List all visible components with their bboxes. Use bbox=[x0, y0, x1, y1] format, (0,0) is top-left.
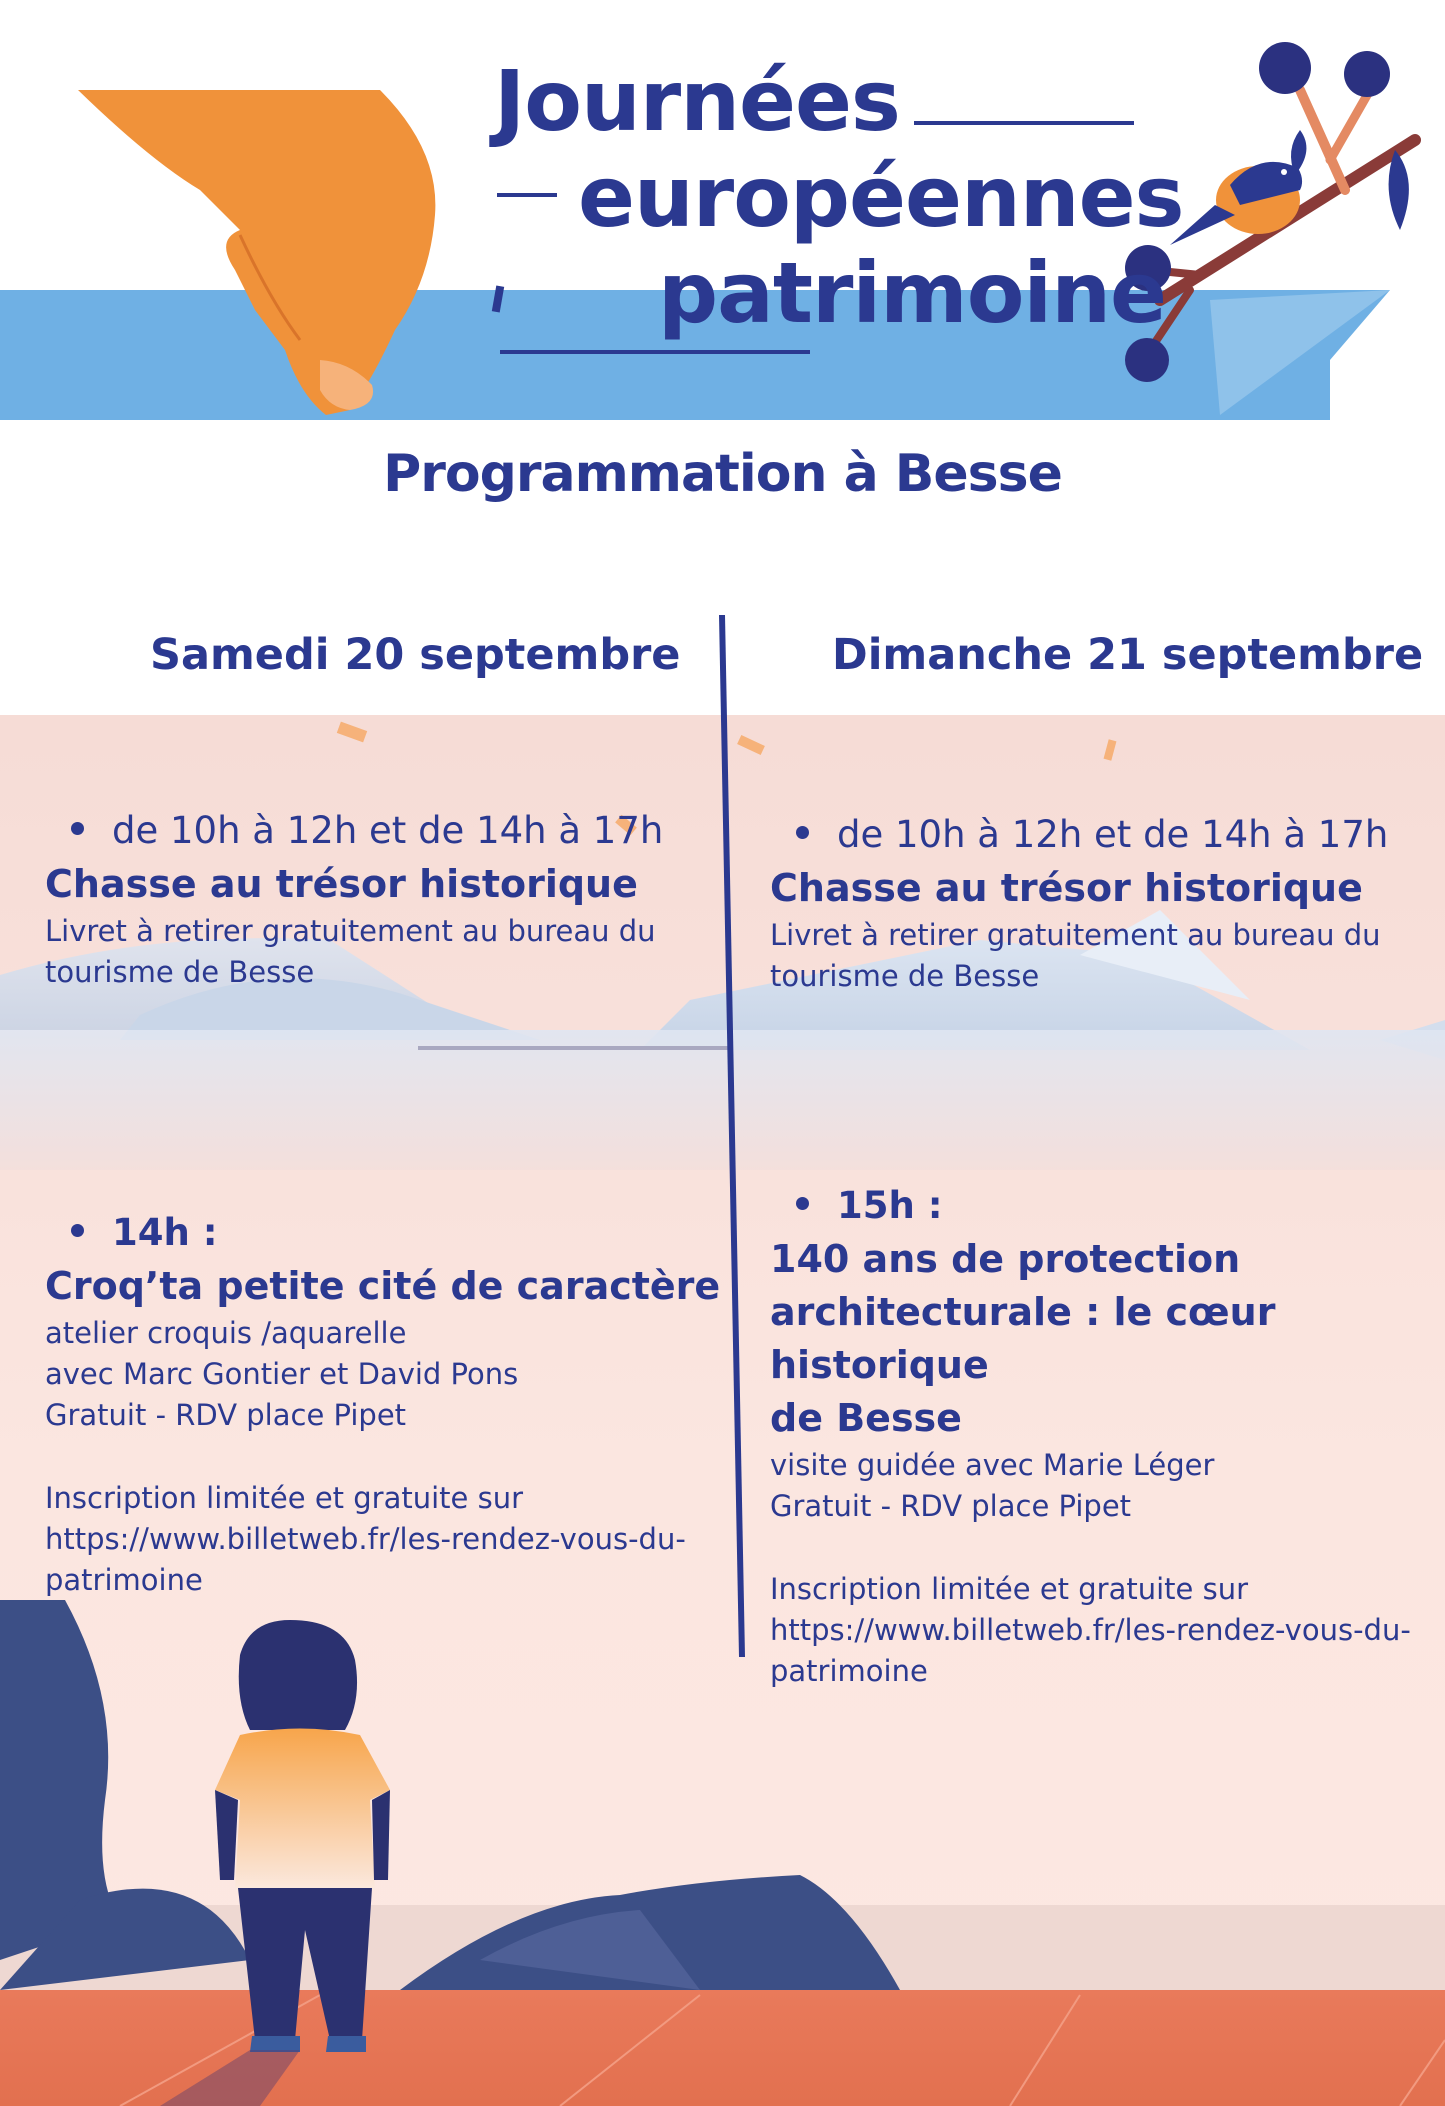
day-heading-saturday: Samedi 20 septembre bbox=[150, 630, 681, 680]
logo-line-2: européennes bbox=[578, 148, 1184, 246]
event-description: Livret à retirer gratuitement au bureau du bbox=[770, 918, 1381, 952]
bullet-icon bbox=[71, 1224, 84, 1237]
logo-line-3: patrimoine bbox=[658, 244, 1166, 342]
event-description: visite guidée avec Marie Léger bbox=[770, 1448, 1215, 1482]
sunday-event-treasure-hunt bbox=[770, 812, 1430, 997]
event-description: tourisme de Besse bbox=[770, 959, 1040, 993]
registration-link[interactable]: https://www.billetweb.fr/les-rendez-vous-du- bbox=[45, 1522, 686, 1556]
event-description: atelier croquis /aquarelle bbox=[45, 1316, 407, 1350]
registration-link-continued[interactable]: patrimoine bbox=[770, 1654, 928, 1688]
event-location: Gratuit - RDV place Pipet bbox=[45, 1398, 407, 1432]
event-time: de 10h à 12h et de 14h à 17h bbox=[770, 812, 1430, 858]
event-time: 15h : bbox=[770, 1183, 1440, 1229]
event-title-line-1: 140 ans de protection bbox=[770, 1237, 1241, 1281]
registration-link-continued[interactable]: patrimoine bbox=[45, 1563, 203, 1597]
saturday-event-treasure-hunt bbox=[45, 808, 705, 993]
bullet-icon bbox=[796, 826, 809, 839]
event-title-line-3: de Besse bbox=[770, 1396, 962, 1440]
event-description: avec Marc Gontier et David Pons bbox=[45, 1357, 519, 1391]
registration-note: Inscription limitée et gratuite sur bbox=[45, 1481, 524, 1515]
event-description: tourisme de Besse bbox=[45, 955, 315, 989]
saturday-event-sketching bbox=[45, 1210, 735, 1601]
event-title: Chasse au trésor historique bbox=[770, 866, 1363, 910]
registration-link[interactable]: https://www.billetweb.fr/les-rendez-vous-du- bbox=[770, 1613, 1411, 1647]
bullet-icon bbox=[71, 822, 84, 835]
event-title-line-2: architecturale : le cœur historique bbox=[770, 1290, 1276, 1387]
event-location: Gratuit - RDV place Pipet bbox=[770, 1489, 1132, 1523]
registration-note: Inscription limitée et gratuite sur bbox=[770, 1572, 1249, 1606]
event-title: Croq’ta petite cité de caractère bbox=[45, 1264, 721, 1308]
bullet-icon bbox=[796, 1197, 809, 1210]
event-description: Livret à retirer gratuitement au bureau du bbox=[45, 914, 656, 948]
page-title: Programmation à Besse bbox=[383, 444, 1062, 504]
sunday-event-guided-tour bbox=[770, 1183, 1440, 1692]
logo-line-1: Journées bbox=[494, 52, 900, 150]
event-time: 14h : bbox=[45, 1210, 735, 1256]
day-heading-sunday: Dimanche 21 septembre bbox=[832, 630, 1424, 680]
event-time: de 10h à 12h et de 14h à 17h bbox=[45, 808, 705, 854]
event-title: Chasse au trésor historique bbox=[45, 862, 638, 906]
